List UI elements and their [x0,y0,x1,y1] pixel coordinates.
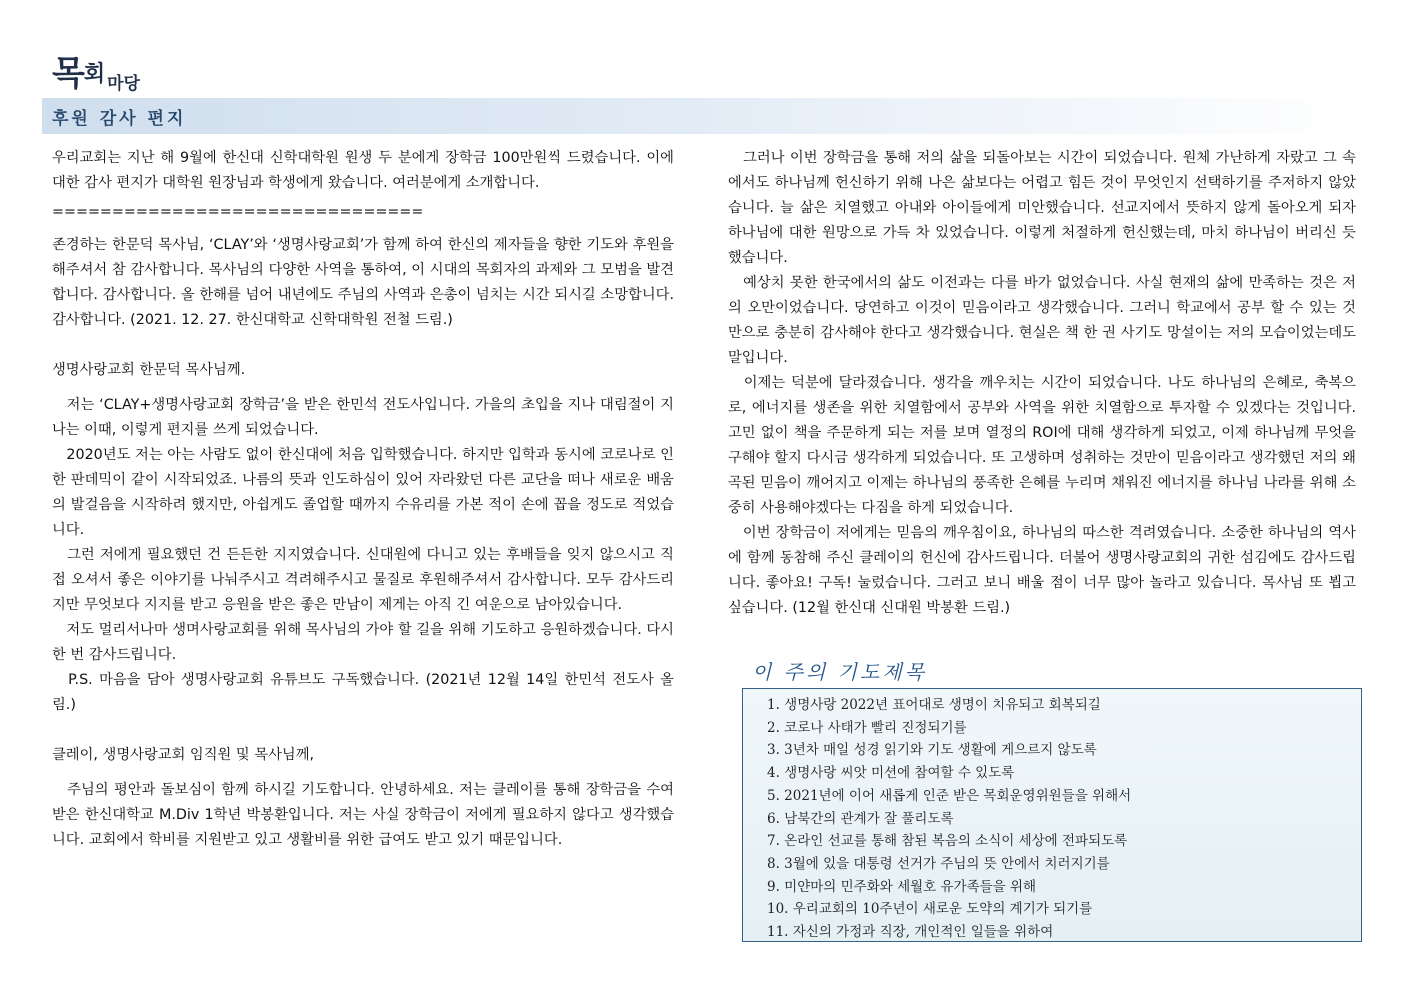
logo-char-hoe: 회 [83,61,106,87]
prayer-item: 10. 우리교회의 10주년이 새로운 도약의 계기가 되기를 [767,901,1093,918]
prayer-item: 1. 생명사랑 2022년 표어대로 생명이 치유되고 회복되길 [767,697,1101,713]
section-title: 후원 감사 편지 [52,109,187,129]
prayer-item: 9. 미얀마의 민주화와 세월호 유가족들을 위해 [767,878,1037,895]
letter-paragraph: 저는 ‘CLAY+생명사랑교회 장학금’을 받은 한민석 전도사입니다. 가을의 초입을 지나 대림절이 지나는 이때, 이렇게 편지를 쓰게 되었습니다. [52,397,674,438]
divider-line: =============================== [52,204,424,220]
spacer [52,718,674,743]
letter-paragraph: 저도 멀리서나마 생며사랑교회를 위해 목사님의 가야 할 길을 위해 기도하고 응원하겠습니다. 다시 한 번 감사드립니다. [52,622,674,663]
letter-paragraph: 이번 장학금이 저에게는 믿음의 깨우침이요, 하나님의 따스한 격려였습니다. 소중한 하나님의 역사에 함께 동참해 주신 클레이의 헌신에 감사드립니다. 더불어 생명사랑교회의 귀한 섬김에도 감사드립니다. 좋아요! 구독! 눌렀습니다. 그러고 보니 배울 점이 너무 많아 놀라고 있습니다. 목사님 또 뵙고 싶습니다. (12월 한신대 신대원 박봉환 드림.) [728,525,1356,616]
prayer-item: 3. 3년차 매일 성경 읽기와 기도 생활에 게으르지 않도록 [767,742,1097,759]
letter-dean: 존경하는 한문덕 목사님, ‘CLAY’와 ‘생명사랑교회’가 함께 하여 한신의 제자들을 향한 기도와 후원을 해주셔서 참 감사합니다. 목사님의 다양한 사역을 통하여, 이 시대의 목회자의 과제와 그 모범을 발견합니다. 감사합니다. 올 한해를 넘어 내년에도 주님의 사역과 은총이 넘치는 시간 되시길 소망합니다. 감사합니다. (2021. 12. 27. 한신대학교 신학대학원 전철 드림.) [52,237,674,328]
prayer-item: 4. 생명사랑 씨앗 미션에 참여할 수 있도록 [767,765,1015,782]
letter-paragraph: 그러나 이번 장학금을 통해 저의 삶을 되돌아보는 시간이 되었습니다. 원체 가난하게 자랐고 그 속에서도 하나님께 헌신하기 위해 나은 삶보다는 어렵고 힘든 것이 무엇인지 선택하기를 주저하지 않았습니다. 늘 삶은 치열했고 아내와 아이들에게 미안했습니다. 선교지에서 뜻하지 않게 돌아오게 되자 하나님에 대한 원망으로 가득 차 있었습니다. 이렇게 처절하게 헌신했는데, 마치 하나님이 버리신 듯했습니다. [728,150,1356,266]
left-column [52,146,674,853]
section-header-bar [42,98,1362,134]
logo-madang: 마당 [107,74,140,94]
right-column [728,146,1356,621]
letter-paragraph: 예상치 못한 한국에서의 삶도 이전과는 다를 바가 없었습니다. 사실 현재의 삶에 만족하는 것은 저의 오만이었습니다. 당연하고 이것이 믿음이라고 생각했습니다. 그러니 학교에서 공부 할 수 있는 것만으로 충분히 감사해야 한다고 생각했습니다. 현실은 책 한 권 사기도 망설이는 저의 모습이었는데도 말입니다. [728,275,1356,366]
letter-paragraph: 2020년도 저는 아는 사람도 없이 한신대에 처음 입학했습니다. 하지만 입학과 동시에 코로나로 인한 판데믹이 같이 시작되었죠. 나름의 뜻과 인도하심이 있어 자라왔던 다른 교단을 떠나 새로운 배움의 발걸음을 시작하려 했지만, 아쉽게도 졸업할 때까지 수유리를 가본 적이 손에 꼽을 정도로 적었습니다. [52,447,674,538]
prayer-item: 6. 남북간의 관계가 잘 풀리도록 [767,810,954,827]
prayer-title: 이 주의 기도제목 [752,660,927,684]
letter-ps: P.S. 마음을 담아 생명사랑교회 유튜브도 구독했습니다. (2021년 12월 14일 한민석 전도사 올림.) [52,672,674,713]
prayer-item: 11. 자신의 가정과 직장, 개인적인 일들을 위하여 [767,924,1054,941]
prayer-item: 8. 3월에 있을 대통령 선거가 주님의 뜻 안에서 치러지기를 [767,855,1110,872]
intro-paragraph: 우리교회는 지난 해 9월에 한신대 신학대학원 원생 두 분에게 장학금 100만원씩 드렸습니다. 이에 대한 감사 편지가 대학원 원장님과 학생에게 왔습니다. 여러분에게 소개합니다. [52,150,674,191]
letter-greeting: 생명사랑교회 한문덕 목사님께. [52,362,246,378]
prayer-item: 7. 온라인 선교를 통해 참된 복음의 소식이 세상에 전파되도록 [767,833,1128,850]
letter-paragraph: 이제는 덕분에 달라졌습니다. 생각을 깨우치는 시간이 되었습니다. 나도 하나님의 은혜로, 축복으로, 에너지를 생존을 위한 치열함에서 공부와 사역을 위한 치열함으로 투자할 수 있겠다는 것입니다. 고민 없이 책을 주문하게 되는 저를 보며 열정의 ROI에 대해 생각하게 되었고, 이제 하나님께 무엇을 구해야 할지 다시금 생각하게 되었습니다. 또 고생하며 성취하는 것만이 믿음이라고 생각했던 저의 왜곡된 믿음이 깨어지고 이제는 하나님의 풍족한 은혜를 누리며 채워진 에너지를 하나님 나라를 위해 소중히 사용해야겠다는 다짐을 하게 되었습니다. [728,375,1356,516]
letter-paragraph: 그런 저에게 필요했던 건 든든한 지지였습니다. 신대원에 다니고 있는 후배들을 잊지 않으시고 직접 오셔서 좋은 이야기를 나눠주시고 격려해주시고 물질로 후원해주셔서 감사합니다. 모두 감사드리지만 무엇보다 지지를 받고 응원을 받은 좋은 만남이 제게는 아직 긴 여운으로 남아있습니다. [52,547,674,613]
letter-paragraph: 주님의 평안과 돌보심이 함께 하시길 기도합니다. 안녕하세요. 저는 클레이를 통해 장학금을 수여 받은 한신대학교 M.Div 1학년 박봉환입니다. 저는 사실 장학금이 저에게 필요하지 않다고 생각했습니다. 교회에서 학비를 지원받고 있고 생활비를 위한 급여도 받고 있기 때문입니다. [52,782,674,848]
logo [52,46,140,95]
letter-greeting: 클레이, 생명사랑교회 임직원 및 목사님께, [52,747,315,763]
spacer [52,333,674,358]
prayer-item: 5. 2021년에 이어 새롭게 인준 받은 목회운영위원들을 위해서 [767,787,1132,804]
logo-char-mok: 목 [52,54,84,94]
prayer-item: 2. 코로나 사태가 빨리 진정되기를 [767,719,967,736]
prayer-list [767,694,1361,944]
prayer-box [742,688,1362,942]
